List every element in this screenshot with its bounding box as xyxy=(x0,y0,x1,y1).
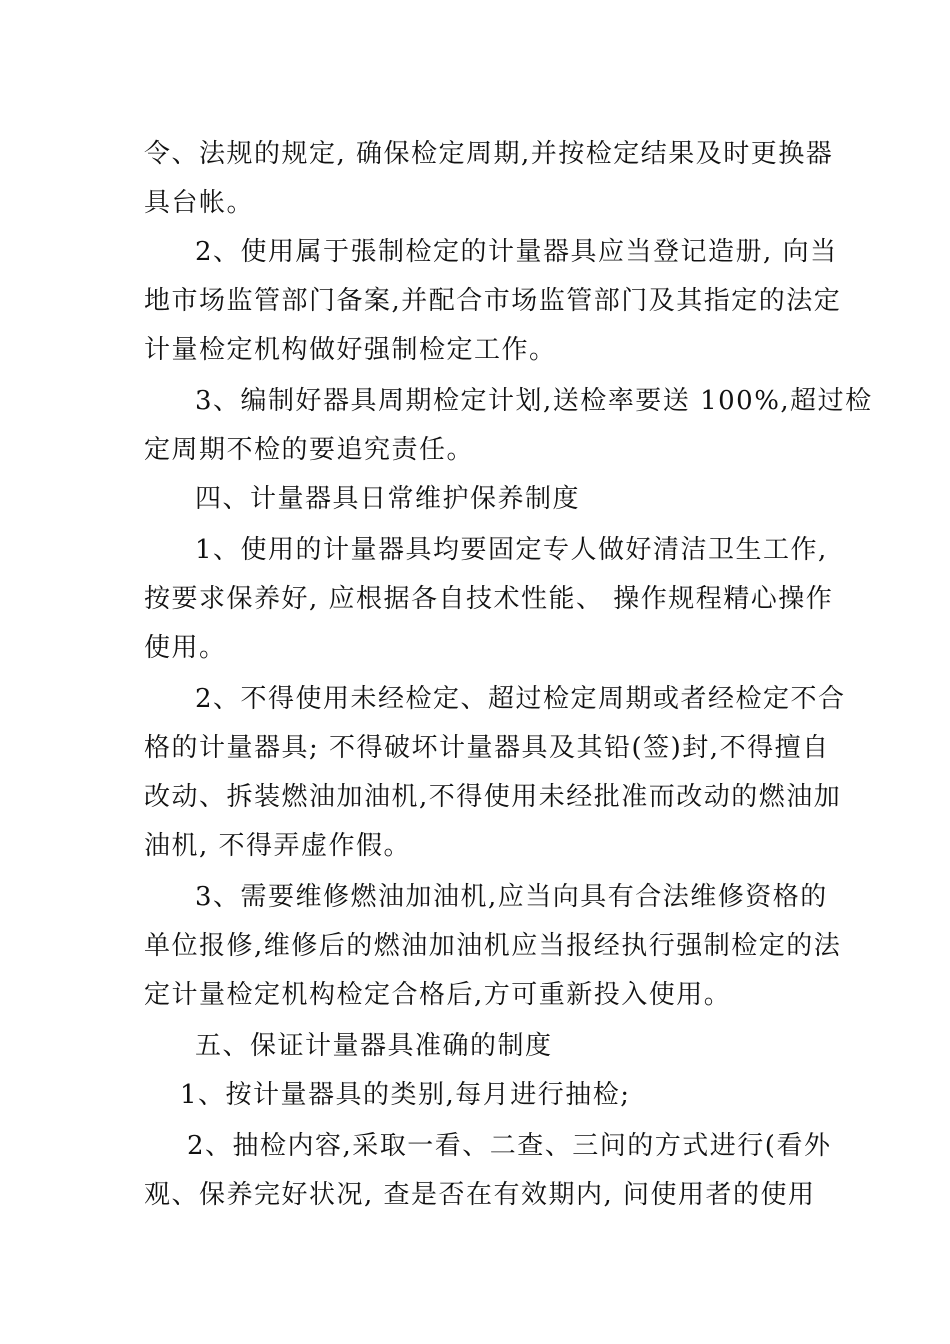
text-line: 计量检定机构做好强制检定工作。 xyxy=(144,335,557,365)
text-line: 按要求保养好, 应根据各自技术性能、 操作规程精心操作 xyxy=(144,584,834,614)
text-line: 3、需要维修燃油加油机,应当向具有合法维修资格的 xyxy=(195,882,828,912)
text-line: 格的计量器具; 不得破坏计量器具及其铅(签)封,不得擅自 xyxy=(144,733,830,763)
text-line: 油机, 不得弄虚作假。 xyxy=(144,831,412,861)
text-line: 2、抽检内容,采取一看、二查、三问的方式进行(看外 xyxy=(187,1131,832,1161)
text-line: 观、保养完好状况, 查是否在有效期内, 问使用者的使用 xyxy=(144,1180,816,1210)
text-line: 1、使用的计量器具均要固定专人做好清洁卫生工作, xyxy=(195,535,828,565)
text-line: 具台帐。 xyxy=(144,188,255,218)
text-line: 改动、拆装燃油加油机,不得使用未经批准而改动的燃油加 xyxy=(144,782,842,812)
text-line: 2、不得使用未经检定、超过检定周期或者经检定不合 xyxy=(195,684,846,714)
text-line: 地市场监管部门备案,并配合市场监管部门及其指定的法定 xyxy=(144,286,842,316)
text-line: 令、法规的规定, 确保检定周期,并按检定结果及时更换器 xyxy=(144,139,834,169)
text-line: 2、使用属于張制检定的计量器具应当登记造册, 向当 xyxy=(195,237,838,267)
text-line: 1、按计量器具的类别,每月进行抽检; xyxy=(180,1080,631,1110)
text-line: 单位报修,维修后的燃油加油机应当报经执行强制检定的法 xyxy=(144,931,842,961)
text-line: 3、编制好器具周期检定计划,送检率要送 100%,超过检 xyxy=(195,386,873,416)
section-heading: 五、保证计量器具准确的制度 xyxy=(195,1031,553,1061)
text-line: 使用。 xyxy=(144,633,227,663)
section-heading: 四、计量器具日常维护保养制度 xyxy=(195,484,581,514)
text-line: 定周期不检的要追究责任。 xyxy=(144,435,475,465)
text-line: 定计量检定机构检定合格后,方可重新投入使用。 xyxy=(144,980,732,1010)
